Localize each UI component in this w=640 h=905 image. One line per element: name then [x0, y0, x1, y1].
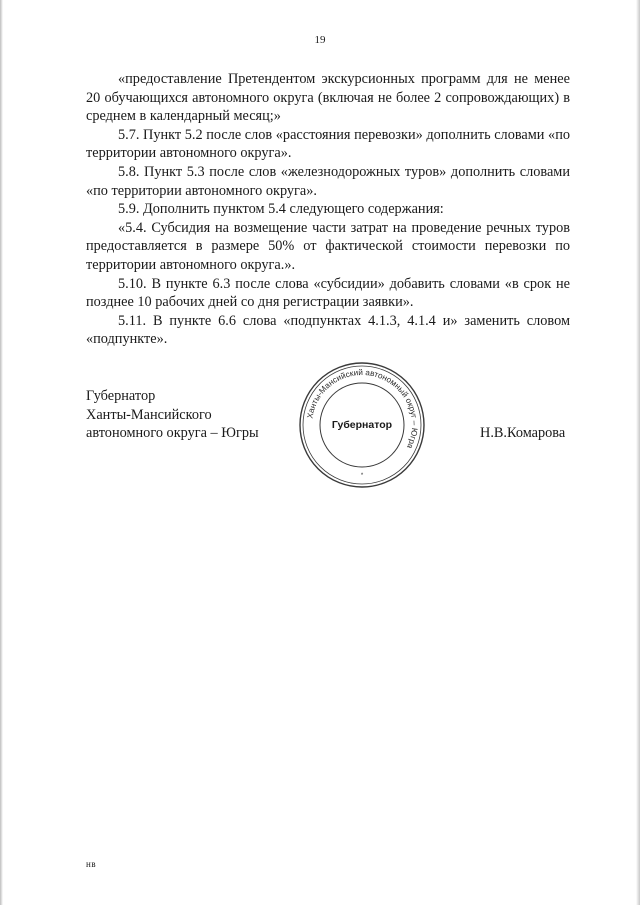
footer-code: нв — [86, 859, 97, 869]
paragraph-5-4-insert: «5.4. Субсидия на возмещение части затрат на проведение речных туров предоставляется в размере 50% от фактической стоимости перевозки по территории автономного округа.». — [86, 219, 570, 273]
page-number: 19 — [314, 34, 326, 46]
paragraph-5-9: 5.9. Дополнить пунктом 5.4 следующего содержания: — [118, 201, 444, 218]
signatory-title-line-2: Ханты-Мансийского — [86, 406, 212, 423]
signatory-title-line-1: Губернатор — [86, 388, 156, 404]
seal-star-mark: * — [360, 473, 364, 479]
seal-ring-text: Ханты-Мансийский автономный округ – Югра — [305, 367, 420, 451]
paragraph-5-10: 5.10. В пункте 6.3 после слова «субсидии» добавить словами «в срок не позднее 10 рабочих дней со дня регистрации заявки». — [86, 275, 570, 311]
paragraph-5-8: 5.8. Пункт 5.3 после слов «железнодорожных туров» дополнить словами «по территории автономного округа». — [86, 163, 570, 199]
signatory-title — [86, 387, 259, 443]
document-body — [86, 70, 570, 349]
signatory-title-line-3: автономного округа – Югры — [86, 425, 259, 442]
seal-center-text: Губернатор — [331, 419, 393, 431]
official-seal-stamp — [296, 360, 428, 490]
page-edge-right — [636, 0, 640, 905]
paragraph-5-7: 5.7. Пункт 5.2 после слов «расстояния перевозки» дополнить словами «по территории автономного округа». — [86, 126, 570, 162]
signatory-name: Н.В.Комарова — [480, 425, 566, 441]
paragraph-quote-continuation: «предоставление Претендентом экскурсионных программ для не менее 20 обучающихся автономного округа (включая не более 2 сопровождающих) в среднем в календарный месяц;» — [86, 71, 570, 125]
page-edge-left — [0, 0, 3, 905]
paragraph-5-11: 5.11. В пункте 6.6 слова «подпунктах 4.1.3, 4.1.4 и» заменить словом «подпункте». — [86, 312, 570, 348]
